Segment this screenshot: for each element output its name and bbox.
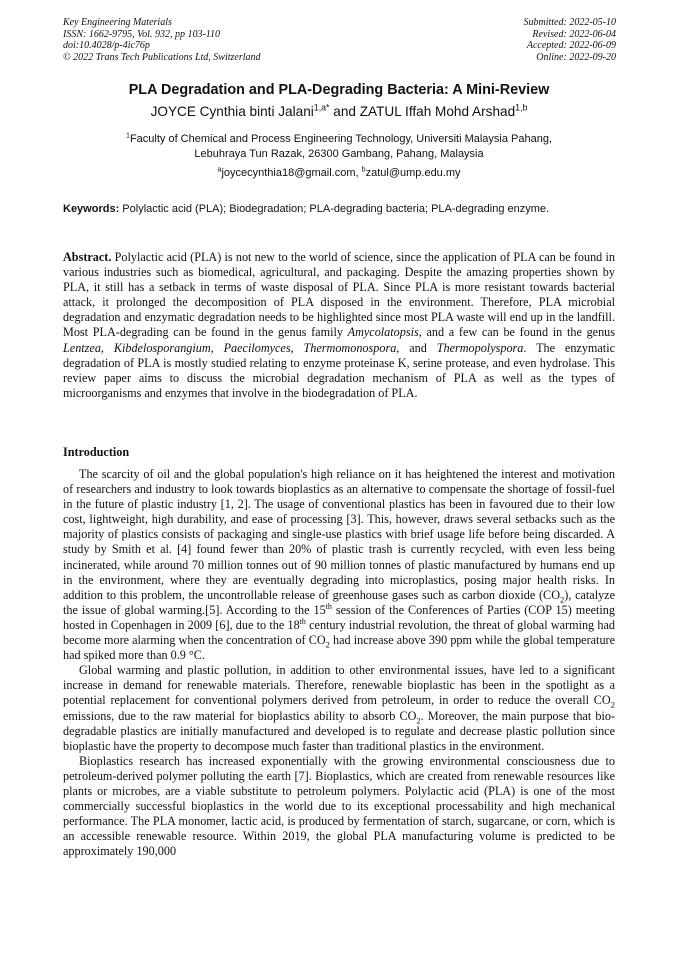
email-a: joycecynthia18@gmail.com,: [221, 167, 362, 179]
email-a-sup: a: [217, 165, 222, 174]
author-2: ZATUL Iffah Mohd Arshad: [359, 104, 516, 119]
abstract-label: Abstract.: [63, 250, 112, 264]
paper-title: PLA Degradation and PLA-Degrading Bacteria: A Mini-Review: [128, 82, 550, 98]
keywords: [63, 202, 615, 217]
issn-line: ISSN: 1662-9795, Vol. 932, pp 103-110: [63, 28, 221, 40]
genus-list: Lentzea, Kibdelosporangium, Paecilomyces, Thermomonospora: [63, 340, 397, 355]
introduction-body: [63, 467, 615, 859]
author-1: JOYCE Cynthia binti Jalani: [150, 104, 314, 119]
online-date: Online: 2022-09-20: [536, 51, 616, 63]
author-and: and: [329, 104, 360, 119]
submitted-date: Submitted: 2022-05-10: [523, 17, 616, 28]
affiliation-line-1: $^1$Faculty of Chemical and Process Engineering Technology, Universiti Malaysia Pahang,: [125, 131, 553, 145]
accepted-date: Accepted: 2022-06-09: [526, 40, 616, 51]
header-right: [524, 17, 617, 63]
section-heading-introduction: Introduction: [63, 445, 130, 459]
keywords-text: Polylactic acid (PLA); Biodegradation; PLA-degrading bacteria; PLA-degrading enzyme.: [119, 203, 550, 215]
email-line: [40, 167, 638, 179]
genus-amycolatopsis: Amycolatopsis: [347, 325, 419, 340]
doi-line: doi:10.4028/p-4ic76p: [63, 40, 150, 51]
journal-name: Key Engineering Materials: [63, 17, 172, 28]
email-b-sup: b: [361, 165, 366, 174]
intro-paragraph-2: Global warming and plastic pollution, in addition to other environmental issues, have led to a significant increase in demand for renewable materials. Therefore, renewable bioplastic has been in the spotlight as a potential replacement for conventional polymers derived from petroleum, in order to reduce the overall $CO_2$ emissions, due to the raw material for bioplastics ability to absorb $CO_2$. Moreover, the main purpose that bio-degradable plastics are initially manufactured and developed is to regulate and decrease plastic pollution since bioplastic have the property to decompose much faster than traditional plastics in the environment.: [63, 663, 615, 753]
affiliation-line-2: Lebuhraya Tun Razak, 26300 Gambang, Pahang, Malaysia: [194, 147, 484, 160]
revised-date: Revised: 2022-06-04: [532, 28, 616, 40]
email-b: zatul@ump.edu.my: [365, 167, 461, 179]
intro-paragraph-3: Bioplastics research has increased exponentially with the growing environmental consciousness due to petroleum-derived polymer polluting the earth [7]. Bioplastics, which are created from renewable resources like plants or microbes, are a viable substitute to petroleum polymers. Polylactic acid (PLA) is one of the most commercially successful bioplastics in the world due to its exceptional processability and high mechanical performance. The PLA monomer, lactic acid, is produced by fermentation of starch, sugarcane, or corn, which is an accessible renewable resource. Within 2019, the global PLA manufacturing volume is predicted to be approximately 190,000: [63, 753, 615, 859]
author-2-affil: 1,b: [515, 102, 528, 113]
author-1-affil: 1,a*: [313, 102, 330, 113]
affiliation: [40, 132, 638, 161]
abstract: Abstract. Polylactic acid (PLA) is not new to the world of science, since the application of PLA can be found in various industries such as biomedical, agricultural, and packaging. Despite the amazing properties shown by PLA, it still has a setback in terms of waste disposal of PLA. Since PLA is more resistant towards bacterial attack, it prolonged the decomposition of PLA disposed in the environment. Therefore, PLA microbial degradation and enzymatic degradation needs to be highlighted since most PLA waste will end up in the landfill. Most PLA-degrading can be found in the genus family Amycolatopsis, and a few can be found in the genus Lentzea, Kibdelosporangium, Paecilomyces, Thermomonospora, and Thermopolyspora. The enzymatic degradation of PLA is mostly studied relating to enzyme proteinase K, serine protease, and even hydrolase. This review paper aims to discuss the microbial degradation mechanism of PLA as well as the types of microorganisms and enzymes that involve in the biodegradation of PLA.: [63, 250, 615, 400]
keywords-label: Keywords:: [63, 203, 120, 215]
author-list: [40, 104, 638, 119]
affiliation-sup: 1: [125, 131, 130, 140]
intro-paragraph-1: The scarcity of oil and the global population's high reliance on it has heightened the interest and motivation of researchers and industry to look towards bioplastics as an alternative to compensate the shortage of fossil-fuel in the future of plastic industry [1, 2]. The usage of conventional plastics has been in favoured due to their low cost, lightweight, high durability, and ease of processing [3]. This, however, draws several setbacks such as the majority of plastics consists of packaging and single-use plastics with brief usage life before being discarded. A study by Smith et al. [4] found fewer than 20% of plastic trash is currently recycled, with even less being incinerated, while around 70 million tonnes out of 90 million tonnes of plastic manufactured by humans end up in the environment, where they are eventually degrading into microplastics, posing major health risks. In addition to this problem, the uncontrollable release of greenhouse gases such as carbon dioxide $(CO_2)$, catalyze the issue of global warming.[5]. According to the 15th session of the Conferences of Parties (COP 15) meeting hosted in Copenhagen in 2009 [6], due to the 18th century industrial revolution, the threat of global warming had become more alarming when the concentration of $CO_2$ had increase above 390 ppm while the global temperature had spiked more than 0.9 °C.: [63, 467, 616, 663]
header-left: [63, 17, 261, 63]
copyright-line: © 2022 Trans Tech Publications Ltd, Switzerland: [63, 51, 261, 63]
genus-thermopolyspora: Thermopolyspora: [436, 340, 524, 355]
